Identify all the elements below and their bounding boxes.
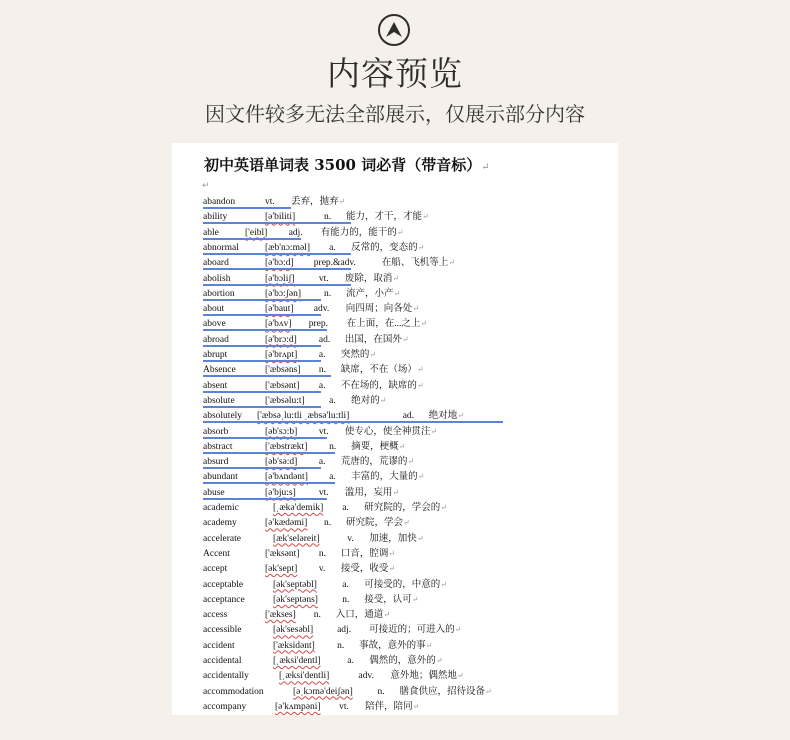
paragraph-mark: ↵ xyxy=(396,227,404,237)
entry-word: absolutely xyxy=(203,411,243,422)
word-entry xyxy=(203,638,613,653)
entry-definition: 反常的，变态的 xyxy=(351,242,418,253)
entry-pos: a. xyxy=(329,242,336,253)
entry-definition: 加速，加快 xyxy=(369,533,417,544)
entry-word: abuse xyxy=(203,487,225,498)
entry-word: abnormal xyxy=(203,242,239,253)
entry-pos: a. xyxy=(318,350,326,360)
paragraph-mark: ↵ xyxy=(392,487,400,497)
word-entry xyxy=(203,316,613,331)
document-preview xyxy=(172,143,618,715)
paragraph-mark: ↵ xyxy=(457,411,464,421)
entry-pos: n. xyxy=(324,212,332,223)
entry-definition: 陪伴，陪同 xyxy=(365,701,413,712)
entry-word: acceptable xyxy=(203,579,244,590)
word-entry xyxy=(203,347,613,362)
entry-pos: vt. xyxy=(318,426,329,437)
paragraph-mark: ↵ xyxy=(420,319,428,329)
entry-word: accidental xyxy=(203,656,242,666)
entry-definition: 滥用，妄用 xyxy=(344,487,393,498)
word-entry xyxy=(203,577,613,592)
word-entry xyxy=(203,561,613,576)
paragraph-mark: ↵ xyxy=(416,365,424,375)
entry-pos: a. xyxy=(318,380,326,391)
paragraph-mark: ↵ xyxy=(422,212,429,222)
word-entry xyxy=(203,332,613,347)
entry-definition: 丰富的，大量的 xyxy=(351,472,418,483)
word-entry xyxy=(203,515,613,530)
entry-phonetic: [æb'nɔ:məl] xyxy=(265,242,310,253)
entry-word: accessible xyxy=(203,625,242,636)
page-subtitle: 因文件较多无法全部展示，仅展示部分内容 xyxy=(205,102,585,126)
entry-phonetic: ['æksidənt] xyxy=(273,640,315,651)
entry-pos: n. xyxy=(324,288,332,299)
entry-pos: prep.&adv. xyxy=(313,258,356,269)
paragraph-mark: ↵ xyxy=(401,334,409,344)
entry-definition: 使专心，使全神贯注 xyxy=(344,426,431,437)
entry-definition: 有能力的，能干的 xyxy=(320,227,397,238)
entry-word: accident xyxy=(203,640,235,651)
word-entry xyxy=(203,378,613,393)
entry-pos: ad. xyxy=(318,334,331,345)
word-entry xyxy=(203,699,613,714)
entry-pos: n. xyxy=(377,686,385,697)
word-entry xyxy=(203,531,613,546)
entry-pos: a. xyxy=(342,579,349,590)
paragraph-mark: ↵ xyxy=(425,640,433,650)
paragraph-mark: ↵ xyxy=(456,671,464,681)
paragraph-mark: ↵ xyxy=(435,656,443,665)
word-entry xyxy=(203,485,613,500)
entry-word: acceptance xyxy=(203,594,245,605)
entry-phonetic: [ə'bɔ:ʃən] xyxy=(265,288,301,299)
entry-phonetic: [ˌæksi'dentli] xyxy=(279,671,330,682)
entry-definition: 荒唐的，荒谬的 xyxy=(340,457,408,468)
entry-phonetic: ['eibl] xyxy=(245,227,268,238)
word-entry xyxy=(203,607,613,622)
entry-definition: 口音，腔调 xyxy=(340,548,389,559)
paragraph-mark: ↵ xyxy=(440,579,447,589)
entry-phonetic: ['æksənt] xyxy=(265,548,300,559)
entry-word: abroad xyxy=(203,334,229,345)
word-entry xyxy=(203,240,613,255)
entry-word: abortion xyxy=(203,288,235,299)
entry-phonetic: [ə'brʌpt] xyxy=(265,350,298,360)
entry-phonetic: ['æbsəˌlu:tli ˌæbsə'lu:tli] xyxy=(257,411,350,422)
entry-phonetic: [ˌækə'demik] xyxy=(273,503,324,513)
entry-definition: 研究院的，学会的 xyxy=(364,503,441,513)
word-entry xyxy=(203,225,613,240)
entry-word: abandon xyxy=(203,197,236,207)
word-entry xyxy=(203,209,613,224)
entry-phonetic: [əb'sə:d] xyxy=(265,457,298,468)
entry-pos: n. xyxy=(313,610,321,621)
entry-definition: 偶然的，意外的 xyxy=(369,656,436,666)
entry-definition: 废除，取消 xyxy=(344,273,393,284)
entry-pos: ad. xyxy=(402,411,415,422)
entry-pos: vt. xyxy=(318,273,329,284)
entry-phonetic: [ə'biliti] xyxy=(265,212,296,223)
entry-word: abundant xyxy=(203,472,238,483)
word-entry xyxy=(203,592,613,607)
entry-pos: adj. xyxy=(288,227,303,238)
entry-phonetic: [əˌkɔmə'deiʃən] xyxy=(293,686,353,697)
paragraph-mark: ↵ xyxy=(388,548,396,558)
entry-definition: 接受，收受 xyxy=(340,564,389,575)
entry-word: absurd xyxy=(203,457,229,468)
entry-phonetic: [ə'baut] xyxy=(265,304,294,315)
entry-pos: n. xyxy=(342,594,350,605)
word-entry xyxy=(203,393,613,408)
word-entry xyxy=(203,439,613,454)
paragraph-mark: ↵ xyxy=(383,610,391,620)
entry-pos: n. xyxy=(337,640,345,651)
paragraph-mark: ↵ xyxy=(338,197,346,206)
word-entry xyxy=(203,271,613,286)
entry-word: above xyxy=(203,319,226,330)
entry-word: absent xyxy=(203,380,228,391)
entry-phonetic: ['æbsəlu:t] xyxy=(265,395,305,406)
entry-word: academic xyxy=(203,503,239,513)
entry-word: ability xyxy=(203,212,228,223)
word-entry xyxy=(203,469,613,484)
entry-phonetic: [ə'bɔ:d] xyxy=(265,258,294,269)
scroll-up-icon[interactable] xyxy=(378,14,410,46)
entry-definition: 绝对地 xyxy=(428,411,458,422)
entry-phonetic: [ə'bʌv] xyxy=(265,319,292,330)
entry-word: abstract xyxy=(203,441,233,452)
entry-word: accept xyxy=(203,564,228,575)
entry-pos: vt. xyxy=(265,197,275,207)
entry-phonetic: [ˌæksi'dentl] xyxy=(273,656,321,666)
entry-phonetic: ['æbsənt] xyxy=(265,380,300,391)
entry-definition: 流产，小产 xyxy=(346,288,394,299)
paragraph-mark: ↵ xyxy=(485,686,492,696)
paragraph-mark: ↵ xyxy=(411,594,419,604)
word-entry xyxy=(203,255,613,270)
word-entry xyxy=(203,653,613,668)
paragraph-mark: ↵ xyxy=(416,380,424,390)
entry-word: aboard xyxy=(203,258,229,269)
word-entry xyxy=(203,668,613,683)
entry-word: academy xyxy=(203,518,237,529)
entry-word: abolish xyxy=(203,273,231,284)
entry-definition: 意外地；偶然地 xyxy=(390,671,457,682)
entry-phonetic: [ə'kʌmpəni] xyxy=(275,701,321,712)
entry-word: about xyxy=(203,304,225,315)
entry-definition: 可接受的，中意的 xyxy=(364,579,441,590)
paragraph-mark: ↵ xyxy=(379,395,387,405)
entry-definition: 入口，通道 xyxy=(335,610,384,621)
entry-phonetic: [əb'sɔ:b] xyxy=(265,426,298,437)
paragraph-mark: ↵ xyxy=(388,564,396,574)
word-entry xyxy=(203,408,613,423)
word-entry xyxy=(203,454,613,469)
entry-word: abrupt xyxy=(203,350,228,360)
entry-word: absolute xyxy=(203,395,235,406)
entry-word: absorb xyxy=(203,426,229,437)
entry-phonetic: [ək'sept] xyxy=(265,564,298,575)
entry-pos: vt. xyxy=(339,701,349,712)
paragraph-mark: ↵ xyxy=(454,625,462,635)
paragraph-mark: ↵ xyxy=(407,457,415,467)
entry-word: Accent xyxy=(203,548,230,559)
entry-phonetic: [ə'brɔ:d] xyxy=(265,334,297,345)
entry-phonetic: ['æbstrækt] xyxy=(265,441,308,452)
entry-definition: 绝对的 xyxy=(351,395,380,406)
entry-phonetic: [ək'sesəbl] xyxy=(273,625,314,636)
paragraph-mark: ↵ xyxy=(412,304,420,314)
entry-pos: n. xyxy=(318,548,327,559)
entry-definition: 突然的 xyxy=(340,350,370,360)
word-entry xyxy=(203,286,613,301)
entry-word: accompany xyxy=(203,701,247,712)
entry-definition: 丢弃，抛弃 xyxy=(291,197,339,207)
word-entry xyxy=(203,194,613,209)
word-entry xyxy=(203,301,613,316)
entry-pos: a. xyxy=(329,472,336,483)
word-entry xyxy=(203,684,613,699)
entry-pos: a. xyxy=(347,656,354,666)
paragraph-mark: ↵ xyxy=(398,441,406,451)
entry-pos: v. xyxy=(318,564,326,575)
paragraph-mark: ↵ xyxy=(403,518,410,528)
paragraph-mark: ↵ xyxy=(448,258,456,268)
entry-pos: a. xyxy=(342,503,349,513)
paragraph-mark: ↵ xyxy=(392,273,400,283)
entry-phonetic: [ə'kædəmi] xyxy=(265,518,308,529)
entry-word: able xyxy=(203,227,219,238)
entry-definition: 膳食供应，招待设备 xyxy=(399,686,486,697)
entry-phonetic: ['ækses] xyxy=(265,610,296,621)
entry-pos: n. xyxy=(318,365,327,376)
entry-word: accidentally xyxy=(203,671,249,682)
entry-word: access xyxy=(203,610,228,621)
entry-word: accommodation xyxy=(203,686,264,697)
entry-word: Absence xyxy=(203,365,236,376)
paragraph-mark: ↵ xyxy=(440,503,447,512)
entry-phonetic: [ək'septəbl] xyxy=(273,579,317,590)
entry-definition: 缺席，不在（场） xyxy=(340,365,417,376)
entry-definition: 向四周；向各处 xyxy=(345,304,413,315)
paragraph-mark: ↵ xyxy=(369,350,377,359)
entry-definition: 能力，才干，才能 xyxy=(346,212,423,223)
entry-pos: adj. xyxy=(337,625,352,636)
entry-definition: 在船、飞机等上 xyxy=(381,258,449,269)
entry-pos: adv. xyxy=(358,671,374,682)
entry-definition: 研究院，学会 xyxy=(346,518,404,529)
entry-pos: n. xyxy=(329,441,337,452)
entry-definition: 接受，认可 xyxy=(364,594,412,605)
paragraph-mark: ↵ xyxy=(417,472,425,482)
entry-pos: vt. xyxy=(318,487,329,498)
word-entry xyxy=(203,500,613,515)
entry-pos: adv. xyxy=(313,304,330,315)
paragraph-mark: ↵ xyxy=(412,701,420,711)
entry-definition: 摘要，梗概 xyxy=(351,441,399,452)
paragraph-mark: ↵ xyxy=(202,181,210,191)
paragraph-mark: ↵ xyxy=(416,533,424,543)
entry-phonetic: [ə'bju:s] xyxy=(265,487,296,498)
page-title: 内容预览 xyxy=(327,54,463,93)
entry-word: accelerate xyxy=(203,533,241,544)
entry-pos: a. xyxy=(329,395,336,406)
entry-phonetic: ['æbsəns] xyxy=(265,365,301,376)
paragraph-mark: ↵ xyxy=(393,288,401,298)
word-entry xyxy=(203,362,613,377)
word-entry xyxy=(203,546,613,561)
entry-pos: v. xyxy=(347,533,354,544)
entry-definition: 事故，意外的事 xyxy=(359,640,426,651)
entry-phonetic: [æk'seləreit] xyxy=(273,533,320,544)
word-entry xyxy=(203,622,613,637)
entry-pos: a. xyxy=(318,457,326,468)
entry-phonetic: [ə'bɔliʃ] xyxy=(265,273,295,284)
entry-pos: prep. xyxy=(308,319,328,330)
document-title: 初中英语单词表 3500 词必背（带音标）↵ xyxy=(204,156,490,174)
entry-definition: 在上面，在...之上 xyxy=(346,319,421,330)
paragraph-mark: ↵ xyxy=(417,242,425,252)
entry-phonetic: [ə'bʌndənt] xyxy=(265,472,308,483)
word-entry xyxy=(203,424,613,439)
entry-definition: 出国，在国外 xyxy=(344,334,402,345)
entry-definition: 不在场的，缺席的 xyxy=(340,380,417,391)
entry-phonetic: [ək'septəns] xyxy=(273,594,318,605)
paragraph-mark: ↵ xyxy=(430,426,438,436)
entry-definition: 可接近的；可进入的 xyxy=(369,625,455,636)
entry-pos: n. xyxy=(324,518,332,529)
